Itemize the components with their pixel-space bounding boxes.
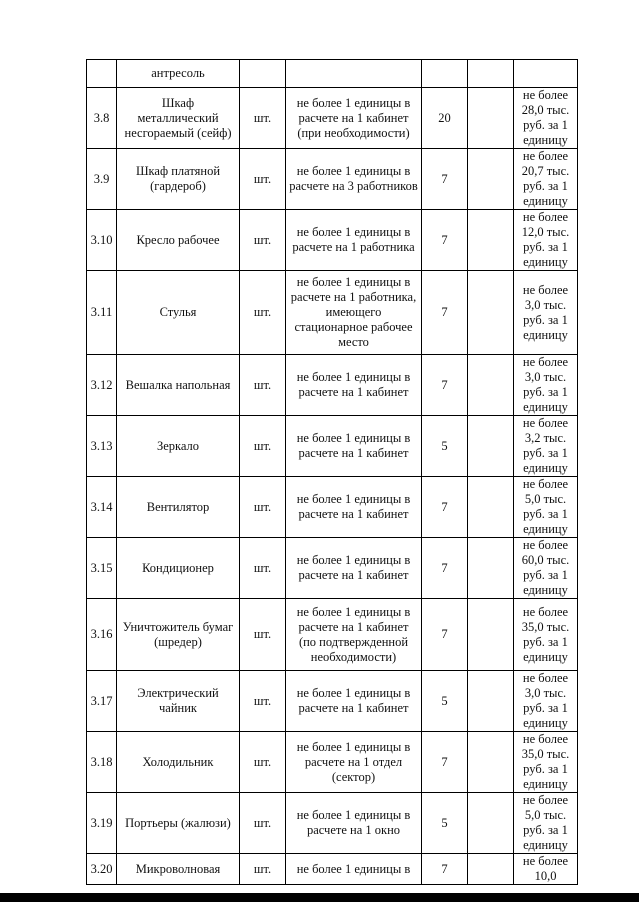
item-name-cell: Вешалка напольная [117,355,240,416]
price-cell: не более 35,0 тыс. руб. за 1 единицу [514,599,578,671]
item-name-cell: Зеркало [117,416,240,477]
row-number-cell: 3.15 [87,538,117,599]
price-cell: не более 28,0 тыс. руб. за 1 единицу [514,88,578,149]
empty-cell [468,210,514,271]
row-number-cell [87,60,117,88]
item-name-cell: Кресло рабочее [117,210,240,271]
empty-cell [468,88,514,149]
unit-cell: шт. [240,416,286,477]
table-row [87,538,578,599]
service-life-cell: 7 [422,477,468,538]
unit-cell: шт. [240,671,286,732]
price-cell: не более 5,0 тыс. руб. за 1 единицу [514,477,578,538]
norm-cell: не более 1 единицы в расчете на 1 кабинет (при необходимости) [286,88,422,149]
table-row [87,60,578,88]
unit-cell: шт. [240,88,286,149]
row-number-cell: 3.20 [87,854,117,885]
unit-cell: шт. [240,793,286,854]
row-number-cell: 3.10 [87,210,117,271]
unit-cell: шт. [240,538,286,599]
item-name-cell: Вентилятор [117,477,240,538]
empty-cell [468,60,514,88]
item-name-cell: антресоль [117,60,240,88]
table-row [87,271,578,355]
unit-cell: шт. [240,149,286,210]
table-row [87,149,578,210]
norm-cell: не более 1 единицы в расчете на 1 кабинет [286,671,422,732]
norms-table [86,59,578,885]
table-row [87,210,578,271]
norm-cell: не более 1 единицы в расчете на 1 кабинет [286,355,422,416]
unit-cell: шт. [240,732,286,793]
price-cell: не более 3,2 тыс. руб. за 1 единицу [514,416,578,477]
table-row [87,793,578,854]
item-name-cell: Микроволновая [117,854,240,885]
norm-cell: не более 1 единицы в расчете на 1 кабинет (по подтвержденной необходимости) [286,599,422,671]
norm-cell: не более 1 единицы в [286,854,422,885]
row-number-cell: 3.13 [87,416,117,477]
norm-cell: не более 1 единицы в расчете на 1 отдел (сектор) [286,732,422,793]
table-row [87,88,578,149]
price-cell: не более 12,0 тыс. руб. за 1 единицу [514,210,578,271]
service-life-cell: 5 [422,416,468,477]
empty-cell [468,149,514,210]
empty-cell [468,854,514,885]
row-number-cell: 3.14 [87,477,117,538]
item-name-cell: Кондиционер [117,538,240,599]
unit-cell: шт. [240,599,286,671]
unit-cell [240,60,286,88]
price-cell: не более 60,0 тыс. руб. за 1 единицу [514,538,578,599]
price-cell: не более 35,0 тыс. руб. за 1 единицу [514,732,578,793]
row-number-cell: 3.9 [87,149,117,210]
service-life-cell [422,60,468,88]
unit-cell: шт. [240,854,286,885]
empty-cell [468,416,514,477]
empty-cell [468,793,514,854]
row-number-cell: 3.11 [87,271,117,355]
norm-cell: не более 1 единицы в расчете на 1 кабинет [286,538,422,599]
empty-cell [468,477,514,538]
service-life-cell: 7 [422,732,468,793]
table-row [87,732,578,793]
service-life-cell: 7 [422,599,468,671]
norm-cell: не более 1 единицы в расчете на 1 окно [286,793,422,854]
service-life-cell: 7 [422,271,468,355]
item-name-cell: Портьеры (жалюзи) [117,793,240,854]
table-row [87,477,578,538]
norm-cell: не более 1 единицы в расчете на 1 работника [286,210,422,271]
table-row [87,854,578,885]
item-name-cell: Холодильник [117,732,240,793]
price-cell: не более 3,0 тыс. руб. за 1 единицу [514,671,578,732]
item-name-cell: Стулья [117,271,240,355]
unit-cell: шт. [240,271,286,355]
table-row [87,599,578,671]
empty-cell [468,671,514,732]
service-life-cell: 5 [422,671,468,732]
empty-cell [468,271,514,355]
service-life-cell: 7 [422,854,468,885]
row-number-cell: 3.12 [87,355,117,416]
price-cell: не более 3,0 тыс. руб. за 1 единицу [514,355,578,416]
scan-edge-band [0,893,639,902]
row-number-cell: 3.16 [87,599,117,671]
empty-cell [468,732,514,793]
service-life-cell: 7 [422,538,468,599]
table-row [87,355,578,416]
item-name-cell: Электрический чайник [117,671,240,732]
price-cell: не более 20,7 тыс. руб. за 1 единицу [514,149,578,210]
norm-cell: не более 1 единицы в расчете на 1 кабинет [286,477,422,538]
price-cell: не более 5,0 тыс. руб. за 1 единицу [514,793,578,854]
item-name-cell: Шкаф платяной (гардероб) [117,149,240,210]
table-row [87,416,578,477]
empty-cell [468,355,514,416]
norm-cell: не более 1 единицы в расчете на 3 работников [286,149,422,210]
service-life-cell: 5 [422,793,468,854]
empty-cell [468,538,514,599]
empty-cell [468,599,514,671]
item-name-cell: Шкаф металлический несгораемый (сейф) [117,88,240,149]
unit-cell: шт. [240,210,286,271]
service-life-cell: 20 [422,88,468,149]
unit-cell: шт. [240,355,286,416]
row-number-cell: 3.19 [87,793,117,854]
price-cell [514,60,578,88]
norm-cell [286,60,422,88]
item-name-cell: Уничтожитель бумаг (шредер) [117,599,240,671]
service-life-cell: 7 [422,355,468,416]
table-row [87,671,578,732]
service-life-cell: 7 [422,210,468,271]
unit-cell: шт. [240,477,286,538]
service-life-cell: 7 [422,149,468,210]
norm-cell: не более 1 единицы в расчете на 1 кабинет [286,416,422,477]
price-cell: не более 10,0 [514,854,578,885]
row-number-cell: 3.8 [87,88,117,149]
norm-cell: не более 1 единицы в расчете на 1 работника, имеющего стационарное рабочее место [286,271,422,355]
row-number-cell: 3.18 [87,732,117,793]
price-cell: не более 3,0 тыс. руб. за 1 единицу [514,271,578,355]
row-number-cell: 3.17 [87,671,117,732]
